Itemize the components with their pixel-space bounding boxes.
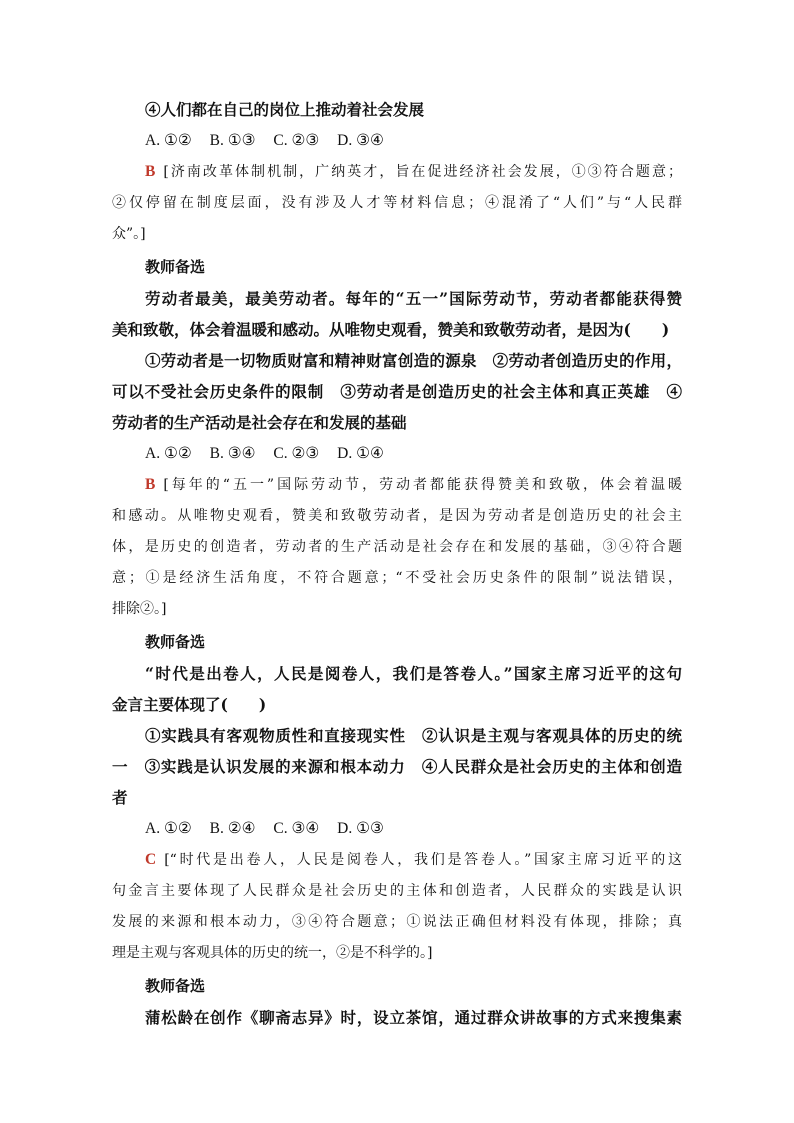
answer-line: 理是主观与客观具体的历史的统一，②是不科学的。] <box>112 945 433 961</box>
answer-line: 排除②。] <box>112 601 167 617</box>
stem-line: “时代是出卷人，人民是阅卷人，我们是答卷人。”国家主席习近平的这句 <box>145 664 682 683</box>
option-c: C. ②③ <box>273 132 320 149</box>
option-d: D. ③④ <box>337 132 384 149</box>
stem-line: 蒲松龄在创作《聊斋志异》时，设立茶馆，通过群众讲故事的方式来搜集素 <box>145 1008 682 1027</box>
option-a: A. ①② <box>145 132 192 149</box>
option-c: C. ②③ <box>273 445 320 462</box>
options-row <box>112 813 682 844</box>
statement-line: 一 ③实践是认识发展的来源和根本动力 ④人民群众是社会历史的主体和创造 <box>112 757 682 776</box>
option-d: D. ①④ <box>337 445 384 462</box>
statement-line: 可以不受社会历史条件的限制 ③劳动者是创造历史的社会主体和真正英雄 ④ <box>112 382 682 401</box>
answer-letter: B <box>145 476 156 493</box>
document-page <box>112 94 682 1033</box>
options-row <box>112 438 682 469</box>
statement-line: ①实践具有客观物质性和直接现实性 ②认识是主观与客观具体的历史的统 <box>145 726 682 745</box>
statement-4: ④人们都在自己的岗位上推动着社会发展 <box>145 100 425 119</box>
answer-line: ②仅停留在制度层面，没有涉及人才等材料信息；④混淆了“人们”与“人民群 <box>112 195 682 211</box>
answer-line <box>112 156 682 188</box>
option-d: D. ①③ <box>337 820 384 837</box>
answer-line: 众”。] <box>112 226 146 242</box>
statement-line: 者 <box>112 788 128 807</box>
stem-line: 金言主要体现了( ) <box>112 695 267 714</box>
option-a: A. ①② <box>145 445 192 462</box>
section-heading: 教师备选 <box>145 258 206 276</box>
answer-line: 意；①是经济生活角度，不符合题意；“不受社会历史条件的限制”说法错误， <box>112 570 682 586</box>
answer-line <box>112 844 682 876</box>
answer-text: [“时代是出卷人，人民是阅卷人，我们是答卷人。”国家主席习近平的这 <box>164 852 682 868</box>
stem-line: 美和致敬，体会着温暖和感动。从唯物史观看，赞美和致敬劳动者，是因为( ) <box>112 320 670 339</box>
option-a: A. ①② <box>145 820 192 837</box>
option-b: B. ①③ <box>209 132 256 149</box>
answer-line: 和感动。从唯物史观看，赞美和致敬劳动者，是因为劳动者是创造历史的社会主 <box>112 508 682 524</box>
answer-line: 句金言主要体现了人民群众是社会历史的主体和创造者，人民群众的实践是认识 <box>112 883 682 899</box>
stem-line: 劳动者最美，最美劳动者。每年的“五一”国际劳动节，劳动者都能获得赞 <box>145 289 682 308</box>
answer-line: 体，是历史的创造者，劳动者的生产活动是社会存在和发展的基础，③④符合题 <box>112 539 682 555</box>
statement-line: ①劳动者是一切物质财富和精神财富创造的源泉 ②劳动者创造历史的作用， <box>145 351 682 370</box>
option-b: B. ②④ <box>209 820 256 837</box>
answer-text: [济南改革体制机制，广纳英才，旨在促进经济社会发展，①③符合题意； <box>163 164 682 180</box>
section-heading: 教师备选 <box>145 977 206 995</box>
options-row <box>112 125 682 156</box>
answer-letter: C <box>145 851 157 868</box>
option-c: C. ③④ <box>273 820 320 837</box>
answer-letter: B <box>145 163 156 180</box>
section-heading: 教师备选 <box>145 633 206 651</box>
statement-line: 劳动者的生产活动是社会存在和发展的基础 <box>112 413 407 432</box>
answer-line <box>112 469 682 501</box>
answer-text: [每年的“五一”国际劳动节，劳动者都能获得赞美和致敬，体会着温暖 <box>163 477 682 493</box>
answer-line: 发展的来源和根本动力，③④符合题意；①说法正确但材料没有体现，排除；真 <box>112 914 682 930</box>
option-b: B. ③④ <box>209 445 256 462</box>
